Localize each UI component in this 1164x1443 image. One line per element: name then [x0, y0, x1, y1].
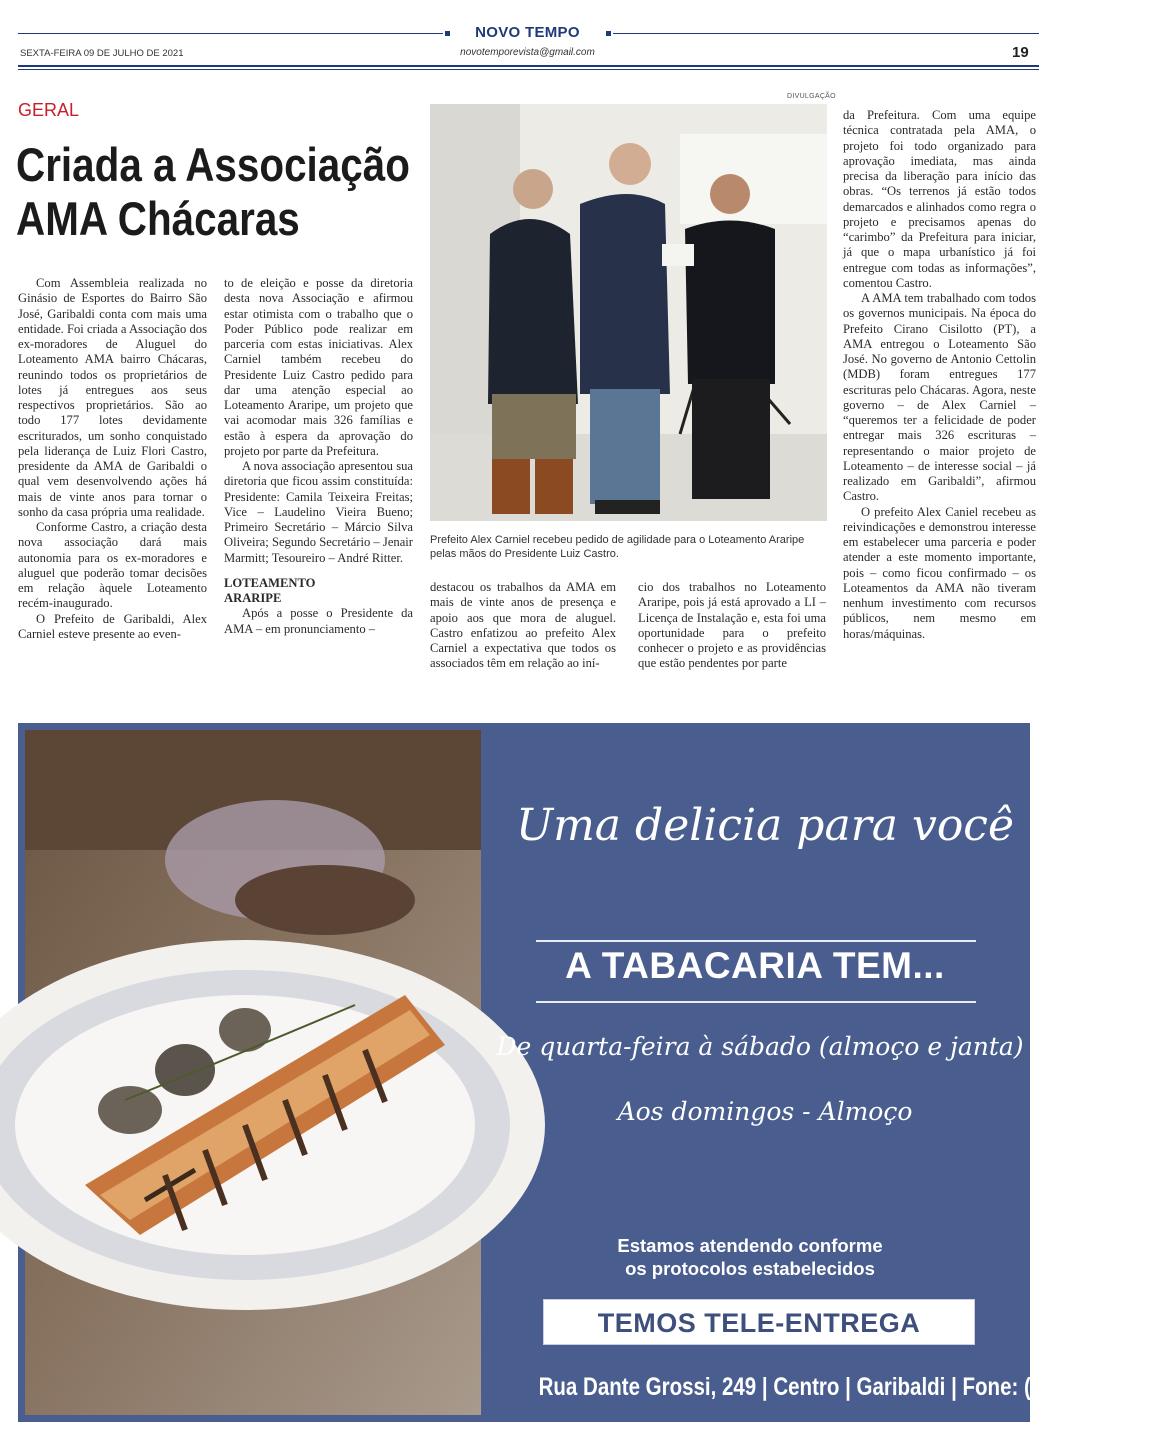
paragraph: A AMA tem trabalhado com todos os governos municipais. Na época do Prefeito Cirano Cisilotto (PT), a AMA entregou o Loteamento São José. No governo de Antonio Cettolin (MDB) foram entregues 177 escrituras pelo Chácaras. Agora, neste governo – de Alex Carniel – “queremos ter a felicidade de poder entregar mais 326 escrituras – representando o maior projeto de Loteamento – de interesse social – já realizado em Garibaldi”, afirmou Castro.	[843, 291, 1036, 504]
subheading-araripe: ARARIPE	[224, 591, 282, 605]
ad-hours-weekdays: De quarta-feira à sábado (almoço e janta)	[496, 1032, 1024, 1061]
paragraph: to de eleição e posse da diretoria desta nova Associação e afirmou estar otimista com o trabalho que o Poder Público pode realizar em parceria com estas iniciativas. Alex Carniel também recebeu do Presidente Luiz Castro pedido para dar uma atenção especial ao Loteamento Araripe, um projeto que vai acomodar mais 326 famílias e estão à espera da aprovação do projeto por parte da Prefeitura.	[224, 276, 413, 458]
section-label: GERAL	[18, 100, 80, 120]
paragraph: A nova associação apresentou sua diretoria que ficou assim constituída: Presidente: Camila Teixeira Freitas; Vice – Laudelino Vieira Bueno; Primeiro Secretário – Márcio Silva Oliveira; Segundo Secretário – Jenair Marmitt; Tesoureiro – André Ritter.	[224, 459, 413, 565]
ad-food-photo	[25, 730, 481, 1415]
page-number: 19	[1012, 44, 1029, 61]
paragraph: O prefeito Alex Caniel recebeu as reivindicações e demonstrou interesse em estabelecer uma parceria e poder atender a este momento importante, pois – como ficou confirmado – os Loteamentos da AMA não tiveram nenhum investimento com recursos públicos, nem mesmo em horas/máquinas.	[843, 504, 1036, 641]
headline-line-1: Criada a Associação	[16, 138, 410, 191]
article-column-1	[18, 276, 207, 642]
header-rule-thin	[18, 69, 1039, 70]
ad-protocol-line-1: Estamos atendendo conforme	[617, 1235, 883, 1256]
photo-caption: Prefeito Alex Carniel recebeu pedido de agilidade para o Loteamento Araripe pelas mãos do Presidente Luiz Castro.	[430, 534, 805, 560]
article-column-2	[224, 276, 413, 637]
masthead-title: NOVO TEMPO	[475, 24, 580, 41]
issue-date: SEXTA-FEIRA 09 DE JULHO DE 2021	[20, 48, 184, 59]
ad-address-phone: Rua Dante Grossi, 249 | Centro | Garibaldi | Fone: (54) 3464-0635	[538, 1373, 1164, 1401]
paragraph: O Prefeito de Garibaldi, Alex Carniel esteve presente ao even-	[18, 611, 207, 641]
delivery-banner[interactable]	[543, 1299, 975, 1345]
paragraph: Com Assembleia realizada no Ginásio de Esportes do Bairro São José, Garibaldi conta com mais uma entidade. Foi criada a Associação dos ex-moradores de Aluguel do Loteamento AMA bairro Chácaras, reunindo todos os proprietários de lotes já entregues aos seus respectivos proprietários. São ao todo 177 lotes devidamente escriturados, um sonho conquistado pela liderança de Luiz Flori Castro, presidente da AMA de Garibaldi o qual vem desenvolvendo ações há mais de vinte anos para tornar o sonho da casa própria uma realidade.	[18, 276, 207, 519]
article-headline	[16, 138, 410, 246]
subheading-loteamento: LOTEAMENTO	[224, 575, 316, 590]
ad-protocol-notice	[500, 1234, 1000, 1280]
contact-email[interactable]: novotemporevista@gmail.com	[460, 47, 595, 58]
paragraph: cio dos trabalhos no Loteamento Araripe, pois já está aprovado a LI – Licença de Instalação e, esta foi uma oportunidade para o prefeito conhecer o projeto e as providências que estão pendentes por parte	[638, 580, 826, 671]
masthead-rule-left	[18, 33, 443, 34]
article-column-4	[638, 580, 826, 672]
masthead-dot-right	[606, 31, 611, 36]
paragraph: da Prefeitura. Com uma equipe técnica contratada pela AMA, o projeto foi todo organizado para aprovação imediata, mas ainda precisa da liberação para início das obras. “Os terrenos já estão todos demarcados e alinhados como regra o projeto e precisamos apenas do “carimbo” da Prefeitura para iniciar, já que o mapa urbanístico já foi entregue com todas as informações”, comentou Castro.	[843, 108, 1036, 290]
ad-hours-sunday: Aos domingos - Almoço	[617, 1097, 913, 1126]
ad-script-title: Uma delicia para você	[516, 800, 1014, 851]
article-photo	[430, 104, 827, 521]
photo-credit: DIVULGAÇÃO	[787, 93, 836, 100]
ad-divider-bottom	[536, 1001, 976, 1003]
headline-line-2: AMA Chácaras	[16, 192, 300, 245]
article-column-3	[430, 580, 616, 672]
ad-divider-top	[536, 940, 976, 942]
paragraph: destacou os trabalhos da AMA em mais de vinte anos de presença e apoio aos que mora de aluguel. Castro enfatizou ao prefeito Alex Carniel a expectativa que todos os associados têm em relação ao iní-	[430, 580, 616, 671]
masthead-rule-right	[613, 33, 1039, 34]
ad-main-heading: A TABACARIA TEM...	[565, 945, 945, 986]
ad-protocol-line-2: os protocolos estabelecidos	[625, 1258, 875, 1279]
header-rule	[18, 65, 1039, 67]
article-column-5	[843, 108, 1036, 642]
photo-illustration	[430, 104, 827, 521]
paragraph: Conforme Castro, a criação desta nova associação dará mais autonomia para os ex-moradores e aluguel que poderão tomar decisões em relação àquele Loteamento recém-inaugurado.	[18, 520, 207, 611]
food-illustration	[25, 730, 481, 1415]
paragraph: Após a posse o Presidente da AMA – em pronunciamento –	[224, 606, 413, 636]
delivery-label: TEMOS TELE-ENTREGA	[597, 1308, 921, 1338]
